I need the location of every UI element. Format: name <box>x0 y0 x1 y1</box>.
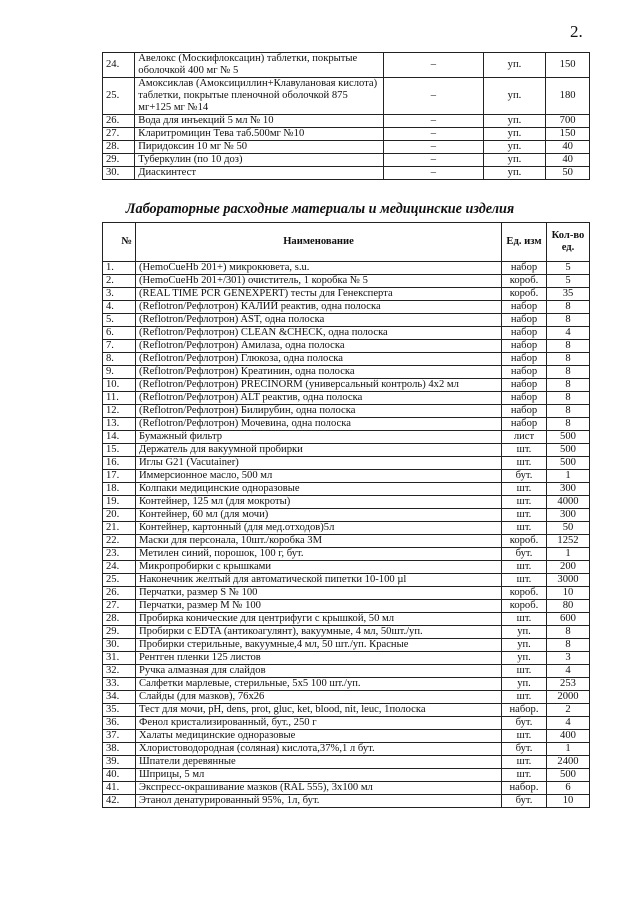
item-qty: 6 <box>547 782 590 795</box>
item-qty: 40 <box>546 154 590 167</box>
table-row <box>103 327 590 340</box>
item-name: (Reflotron/Рефлотрон) Глюкоза, одна полоска <box>136 353 502 366</box>
item-name: (Reflotron/Рефлотрон) AST, одна полоска <box>136 314 502 327</box>
item-qty: 500 <box>547 444 590 457</box>
item-name: (Reflotron/Рефлотрон) CLEAN &CHECK, одна полоска <box>136 327 502 340</box>
item-name: Шприцы, 5 мл <box>136 769 502 782</box>
header-name: Наименование <box>136 223 502 262</box>
item-name: Ручка алмазная для слайдов <box>136 665 502 678</box>
item-qty: 2 <box>547 704 590 717</box>
header-num: № <box>103 223 136 262</box>
item-unit: короб. <box>502 275 547 288</box>
item-name: Экспресс-окрашивание мазков (RAL 555), 3х100 мл <box>136 782 502 795</box>
item-unit: шт. <box>502 561 547 574</box>
table-row <box>103 535 590 548</box>
item-name: Халаты медицинские одноразовые <box>136 730 502 743</box>
item-qty: 8 <box>547 353 590 366</box>
item-qty: 8 <box>547 366 590 379</box>
item-qty: 500 <box>547 457 590 470</box>
table-row <box>103 314 590 327</box>
item-name: Перчатки, размер S № 100 <box>136 587 502 600</box>
item-name: (Reflotron/Рефлотрон) Амилаза, одна полоска <box>136 340 502 353</box>
item-unit: уп. <box>502 626 547 639</box>
item-qty: 600 <box>547 613 590 626</box>
table-row <box>103 141 590 154</box>
item-qty: 200 <box>547 561 590 574</box>
table-row <box>103 457 590 470</box>
item-unit: набор <box>502 392 547 405</box>
row-number: 11. <box>103 392 136 405</box>
table-row <box>103 379 590 392</box>
table-row <box>103 704 590 717</box>
row-number: 10. <box>103 379 136 392</box>
item-unit: набор. <box>502 782 547 795</box>
row-number: 17. <box>103 470 136 483</box>
table-row <box>103 470 590 483</box>
item-unit: набор. <box>502 704 547 717</box>
item-unit: бут. <box>502 795 547 808</box>
item-unit: набор <box>502 262 547 275</box>
item-name: Иглы G21 (Vacutainer) <box>136 457 502 470</box>
item-qty: 35 <box>547 288 590 301</box>
item-name: (Reflotron/Рефлотрон) Креатинин, одна полоска <box>136 366 502 379</box>
table-row <box>103 639 590 652</box>
item-qty: 1 <box>547 743 590 756</box>
item-qty: 150 <box>546 53 590 78</box>
item-unit: уп. <box>483 128 545 141</box>
table-row <box>103 154 590 167</box>
row-number: 9. <box>103 366 136 379</box>
item-name: (HemoCueHb 201+/301) очиститель, 1 коробка № 5 <box>136 275 502 288</box>
table-row <box>103 262 590 275</box>
item-name: (HemoCueHb 201+) микрокювета, s.u. <box>136 262 502 275</box>
table-row <box>103 496 590 509</box>
item-unit: шт. <box>502 457 547 470</box>
item-unit: шт. <box>502 522 547 535</box>
table-row <box>103 353 590 366</box>
table-row <box>103 756 590 769</box>
table-row <box>103 366 590 379</box>
table-row <box>103 418 590 431</box>
table-row <box>103 730 590 743</box>
item-unit: уп. <box>483 167 545 180</box>
item-name: Хлористоводородная (соляная) кислота,37%,1 л бут. <box>136 743 502 756</box>
header-qty: Кол-во ед. <box>547 223 590 262</box>
item-name: Пробирки стерильные, вакуумные,4 мл, 50 шт./уп. Красные <box>136 639 502 652</box>
row-number: 31. <box>103 652 136 665</box>
item-unit: шт. <box>502 769 547 782</box>
item-qty: 180 <box>546 78 590 115</box>
item-name: (REAL TIME PCR GENEXPERT) тесты для Генексперта <box>136 288 502 301</box>
item-unit: шт. <box>502 483 547 496</box>
item-name: Авелокс (Москифлоксацин) таблетки, покрытые оболочкой 400 мг № 5 <box>135 53 384 78</box>
row-number: 21. <box>103 522 136 535</box>
row-number: 15. <box>103 444 136 457</box>
item-name: (Reflotron/Рефлотрон) Билирубин, одна полоска <box>136 405 502 418</box>
row-number: 19. <box>103 496 136 509</box>
item-qty: 2000 <box>547 691 590 704</box>
table-row <box>103 78 590 115</box>
table-row <box>103 340 590 353</box>
row-number: 12. <box>103 405 136 418</box>
item-qty: 8 <box>547 379 590 392</box>
item-unit: шт. <box>502 496 547 509</box>
table-row <box>103 522 590 535</box>
item-qty: 10 <box>547 795 590 808</box>
table-row <box>103 782 590 795</box>
row-number: 36. <box>103 717 136 730</box>
item-unit: короб. <box>502 535 547 548</box>
item-unit: шт. <box>502 509 547 522</box>
row-number: 32. <box>103 665 136 678</box>
item-unit: короб. <box>502 600 547 613</box>
table-row <box>103 301 590 314</box>
item-unit: набор <box>502 418 547 431</box>
item-unit: лист <box>502 431 547 444</box>
item-name: Микропробирки с крышками <box>136 561 502 574</box>
row-number: 23. <box>103 548 136 561</box>
row-number: 6. <box>103 327 136 340</box>
item-qty: 8 <box>547 626 590 639</box>
item-name: Тест для мочи, pH, dens, prot, gluc, ket, blood, nit, leuc, 1полоска <box>136 704 502 717</box>
item-qty: 400 <box>547 730 590 743</box>
item-unit: набор <box>502 314 547 327</box>
item-unit: набор <box>502 327 547 340</box>
table-header-row <box>103 223 590 262</box>
table-row <box>103 574 590 587</box>
row-number: 42. <box>103 795 136 808</box>
row-number: 8. <box>103 353 136 366</box>
table-row <box>103 652 590 665</box>
item-unit: уп. <box>502 678 547 691</box>
item-name: Маски для персонала, 10шт./коробка 3М <box>136 535 502 548</box>
item-unit: уп. <box>483 141 545 154</box>
item-unit: набор <box>502 301 547 314</box>
item-dash: – <box>384 141 484 154</box>
table-row <box>103 717 590 730</box>
table-row <box>103 743 590 756</box>
item-dash: – <box>384 154 484 167</box>
item-dash: – <box>384 78 484 115</box>
table-row <box>103 678 590 691</box>
item-name: Держатель для вакуумной пробирки <box>136 444 502 457</box>
table-row <box>103 548 590 561</box>
item-unit: шт. <box>502 665 547 678</box>
table-row <box>103 626 590 639</box>
header-unit: Ед. изм <box>502 223 547 262</box>
row-number: 22. <box>103 535 136 548</box>
item-name: Пиридоксин 10 мг № 50 <box>135 141 384 154</box>
item-unit: шт. <box>502 730 547 743</box>
row-number: 35. <box>103 704 136 717</box>
item-unit: уп. <box>483 78 545 115</box>
table-row <box>103 509 590 522</box>
item-qty: 3000 <box>547 574 590 587</box>
item-qty: 50 <box>546 167 590 180</box>
row-number: 27. <box>103 600 136 613</box>
item-name: Фенол кристализированный, бут., 250 г <box>136 717 502 730</box>
row-number: 3. <box>103 288 136 301</box>
item-name: Бумажный фильтр <box>136 431 502 444</box>
row-number: 4. <box>103 301 136 314</box>
table-row <box>103 769 590 782</box>
table-row <box>103 431 590 444</box>
row-number: 38. <box>103 743 136 756</box>
item-name: Шпатели деревянные <box>136 756 502 769</box>
row-number: 7. <box>103 340 136 353</box>
row-number: 2. <box>103 275 136 288</box>
item-unit: уп. <box>502 639 547 652</box>
item-name: Этанол денатурированный 95%, 1л, бут. <box>136 795 502 808</box>
item-name: Метилен синий, порошок, 100 г, бут. <box>136 548 502 561</box>
item-unit: шт. <box>502 691 547 704</box>
item-name: Амоксиклав (Амоксициллин+Клавулановая кислота) таблетки, покрытые пленочной оболочкой 875 мг+125 мг №14 <box>135 78 384 115</box>
item-unit: бут. <box>502 743 547 756</box>
item-name: (Reflotron/Рефлотрон) ALT реактив, одна полоска <box>136 392 502 405</box>
item-qty: 10 <box>547 587 590 600</box>
table-row <box>103 561 590 574</box>
row-number: 13. <box>103 418 136 431</box>
row-number: 16. <box>103 457 136 470</box>
item-qty: 500 <box>547 431 590 444</box>
item-qty: 253 <box>547 678 590 691</box>
row-number: 25. <box>103 574 136 587</box>
item-qty: 5 <box>547 275 590 288</box>
item-name: Слайды (для мазков), 76х26 <box>136 691 502 704</box>
item-qty: 8 <box>547 405 590 418</box>
item-unit: бут. <box>502 548 547 561</box>
row-number: 29. <box>103 626 136 639</box>
item-qty: 8 <box>547 418 590 431</box>
table-row <box>103 483 590 496</box>
table-row <box>103 795 590 808</box>
row-number: 24. <box>103 561 136 574</box>
item-qty: 2400 <box>547 756 590 769</box>
item-name: Иммерсионное масло, 500 мл <box>136 470 502 483</box>
item-unit: уп. <box>483 53 545 78</box>
page-number: 2. <box>570 22 583 41</box>
item-unit: короб. <box>502 288 547 301</box>
item-name: Салфетки марлевые, стерильные, 5х5 100 шт./уп. <box>136 678 502 691</box>
item-qty: 8 <box>547 314 590 327</box>
item-unit: уп. <box>483 115 545 128</box>
item-qty: 1 <box>547 548 590 561</box>
table-row <box>103 128 590 141</box>
row-number: 34. <box>103 691 136 704</box>
item-dash: – <box>384 115 484 128</box>
item-qty: 500 <box>547 769 590 782</box>
row-number: 25. <box>103 78 135 115</box>
table-row <box>103 405 590 418</box>
table-row <box>103 691 590 704</box>
item-unit: бут. <box>502 470 547 483</box>
table-row <box>103 665 590 678</box>
item-qty: 4 <box>547 717 590 730</box>
item-unit: шт. <box>502 756 547 769</box>
item-qty: 8 <box>547 301 590 314</box>
item-dash: – <box>384 167 484 180</box>
item-name: (Reflotron/Рефлотрон) PRECINORM (универсальный контроль) 4х2 мл <box>136 379 502 392</box>
row-number: 39. <box>103 756 136 769</box>
item-name: Колпаки медицинские одноразовые <box>136 483 502 496</box>
table-row <box>103 444 590 457</box>
row-number: 18. <box>103 483 136 496</box>
lab-supplies-table <box>102 222 590 808</box>
row-number: 37. <box>103 730 136 743</box>
item-unit: набор <box>502 340 547 353</box>
item-qty: 50 <box>547 522 590 535</box>
item-qty: 3 <box>547 652 590 665</box>
table-row <box>103 275 590 288</box>
item-name: Пробирки с EDTA (антикоагулянт), вакуумные, 4 мл, 50шт./уп. <box>136 626 502 639</box>
item-name: Рентген пленки 125 листов <box>136 652 502 665</box>
item-name: Туберкулин (по 10 доз) <box>135 154 384 167</box>
row-number: 26. <box>103 587 136 600</box>
item-name: Перчатки, размер M № 100 <box>136 600 502 613</box>
table-row <box>103 587 590 600</box>
item-qty: 80 <box>547 600 590 613</box>
row-number: 1. <box>103 262 136 275</box>
table-row <box>103 600 590 613</box>
item-qty: 4 <box>547 665 590 678</box>
item-name: Контейнер, 125 мл (для мокроты) <box>136 496 502 509</box>
item-name: Пробирка конические для центрифуги с крышкой, 50 мл <box>136 613 502 626</box>
item-unit: шт. <box>502 613 547 626</box>
table-row <box>103 613 590 626</box>
item-dash: – <box>384 53 484 78</box>
row-number: 30. <box>103 639 136 652</box>
row-number: 20. <box>103 509 136 522</box>
item-name: Диаскинтест <box>135 167 384 180</box>
row-number: 30. <box>103 167 135 180</box>
row-number: 26. <box>103 115 135 128</box>
item-unit: шт. <box>502 444 547 457</box>
row-number: 5. <box>103 314 136 327</box>
table-row <box>103 392 590 405</box>
item-qty: 8 <box>547 340 590 353</box>
row-number: 29. <box>103 154 135 167</box>
item-qty: 1 <box>547 470 590 483</box>
table-row <box>103 288 590 301</box>
item-unit: уп. <box>483 154 545 167</box>
item-dash: – <box>384 128 484 141</box>
table-row <box>103 167 590 180</box>
table-row <box>103 115 590 128</box>
item-qty: 4000 <box>547 496 590 509</box>
item-name: (Reflotron/Рефлотрон) Мочевина, одна полоска <box>136 418 502 431</box>
item-unit: короб. <box>502 587 547 600</box>
item-unit: набор <box>502 353 547 366</box>
item-qty: 40 <box>546 141 590 154</box>
item-qty: 8 <box>547 392 590 405</box>
item-name: Контейнер, картонный (для мед.отходов)5л <box>136 522 502 535</box>
item-unit: набор <box>502 379 547 392</box>
item-qty: 4 <box>547 327 590 340</box>
row-number: 33. <box>103 678 136 691</box>
row-number: 14. <box>103 431 136 444</box>
row-number: 27. <box>103 128 135 141</box>
item-unit: бут. <box>502 717 547 730</box>
item-unit: набор <box>502 405 547 418</box>
item-unit: набор <box>502 366 547 379</box>
item-name: Наконечник желтый для автоматической пипетки 10-100 µl <box>136 574 502 587</box>
item-qty: 8 <box>547 639 590 652</box>
item-name: (Reflotron/Рефлотрон) КАЛИЙ реактив, одна полоска <box>136 301 502 314</box>
item-name: Вода для инъекций 5 мл № 10 <box>135 115 384 128</box>
item-unit: шт. <box>502 574 547 587</box>
row-number: 28. <box>103 141 135 154</box>
section-title: Лабораторные расходные материалы и медицинские изделия <box>125 201 515 217</box>
item-qty: 300 <box>547 483 590 496</box>
row-number: 28. <box>103 613 136 626</box>
item-qty: 300 <box>547 509 590 522</box>
item-name: Контейнер, 60 мл (для мочи) <box>136 509 502 522</box>
row-number: 40. <box>103 769 136 782</box>
item-name: Кларитромицин Тева таб.500мг №10 <box>135 128 384 141</box>
row-number: 41. <box>103 782 136 795</box>
item-qty: 1252 <box>547 535 590 548</box>
medicines-table <box>102 52 590 180</box>
item-qty: 700 <box>546 115 590 128</box>
table-row <box>103 53 590 78</box>
item-unit: уп. <box>502 652 547 665</box>
item-qty: 5 <box>547 262 590 275</box>
item-qty: 150 <box>546 128 590 141</box>
row-number: 24. <box>103 53 135 78</box>
